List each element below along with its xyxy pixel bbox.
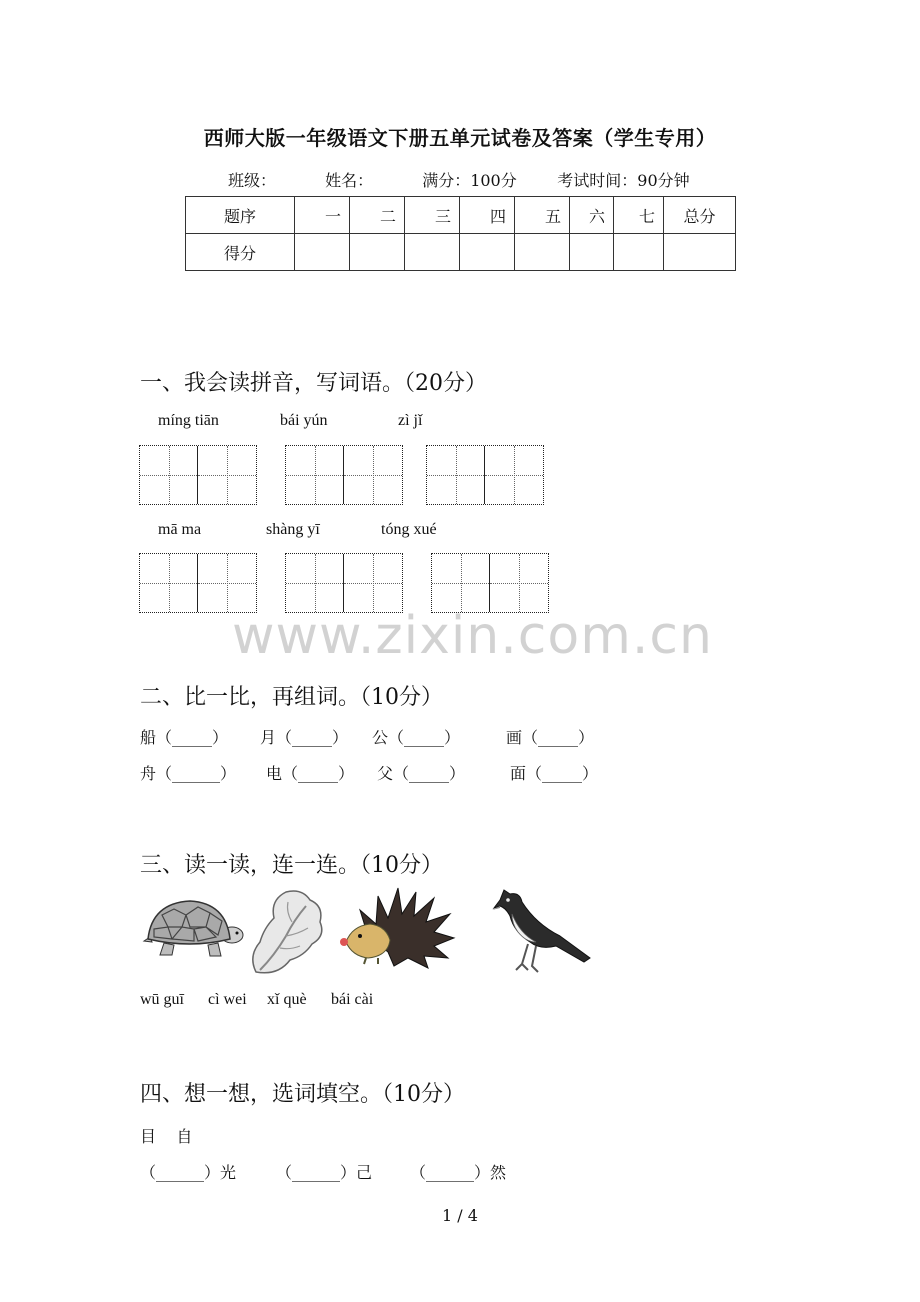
full-score: 满分：100分 <box>422 171 517 190</box>
compare-item[interactable]: 舟（______） <box>140 764 237 783</box>
writing-grid[interactable] <box>139 445 257 505</box>
section3-title: 三、读一读，连一连。（10分） <box>140 853 443 878</box>
compare-item[interactable]: 船（_____） <box>140 728 229 747</box>
score-cell <box>350 234 405 271</box>
match-word: xǐ què <box>267 991 307 1008</box>
score-row-label: 得分 <box>186 234 295 271</box>
table-header-cell: 题序 <box>186 197 295 234</box>
section2-title: 二、比一比，再组词。（10分） <box>140 685 443 710</box>
section1-title: 一、我会读拼音，写词语。（20分） <box>140 371 487 396</box>
pinyin-label: tóng xué <box>381 521 437 538</box>
compare-item[interactable]: 父（_____） <box>377 764 466 783</box>
compare-item[interactable]: 面（_____） <box>510 764 599 783</box>
table-header-cell: 六 <box>570 197 614 234</box>
exam-time: 考试时间：90分钟 <box>557 171 690 190</box>
compare-item[interactable]: 画（_____） <box>506 728 595 747</box>
score-cell <box>515 234 570 271</box>
score-cell <box>614 234 664 271</box>
pinyin-label: míng tiān <box>158 412 219 429</box>
name-label: 姓名： <box>325 171 374 190</box>
fill-blank-item[interactable]: （______）己 <box>276 1163 373 1182</box>
score-cell <box>570 234 614 271</box>
score-table-score-row <box>186 234 736 271</box>
page-number: 1 / 4 <box>442 1206 478 1225</box>
match-word: wū guī <box>140 991 184 1008</box>
page-title: 西师大版一年级语文下册五单元试卷及答案（学生专用） <box>203 126 717 150</box>
table-header-cell: 五 <box>515 197 570 234</box>
hedgehog-picture <box>338 884 458 970</box>
score-table <box>185 196 736 271</box>
match-word: cì wei <box>208 991 247 1008</box>
pinyin-label: bái yún <box>280 412 328 429</box>
cabbage-picture <box>246 886 326 980</box>
writing-grid[interactable] <box>431 553 549 613</box>
writing-grid[interactable] <box>285 445 403 505</box>
pinyin-label: mā ma <box>158 521 202 538</box>
pinyin-label: zì jǐ <box>398 412 423 429</box>
table-header-cell: 七 <box>614 197 664 234</box>
compare-item[interactable]: 电（_____） <box>266 764 355 783</box>
compare-item[interactable]: 月（_____） <box>260 728 349 747</box>
score-cell <box>295 234 350 271</box>
score-cell <box>664 234 736 271</box>
score-cell <box>460 234 515 271</box>
match-word: bái cài <box>331 991 374 1008</box>
writing-grid[interactable] <box>426 445 544 505</box>
magpie-picture <box>490 884 594 978</box>
score-table-header-row <box>186 197 736 234</box>
watermark: www.zixin.com.cn <box>232 606 713 666</box>
fill-blank-item[interactable]: （______）光 <box>140 1163 237 1182</box>
exam-info-line <box>228 168 690 191</box>
class-label: 班级： <box>228 171 277 190</box>
pinyin-label: shàng yī <box>266 521 320 538</box>
table-header-cell: 总分 <box>664 197 736 234</box>
table-header-cell: 三 <box>405 197 460 234</box>
table-header-cell: 二 <box>350 197 405 234</box>
compare-item[interactable]: 公（_____） <box>372 728 461 747</box>
score-cell <box>405 234 460 271</box>
table-header-cell: 四 <box>460 197 515 234</box>
writing-grid[interactable] <box>139 553 257 613</box>
word-choices: 目 自 <box>140 1127 193 1146</box>
fill-blank-item[interactable]: （______）然 <box>410 1163 507 1182</box>
writing-grid[interactable] <box>285 553 403 613</box>
section4-title: 四、想一想，选词填空。（10分） <box>140 1082 465 1107</box>
turtle-picture <box>142 895 246 959</box>
table-header-cell: 一 <box>295 197 350 234</box>
